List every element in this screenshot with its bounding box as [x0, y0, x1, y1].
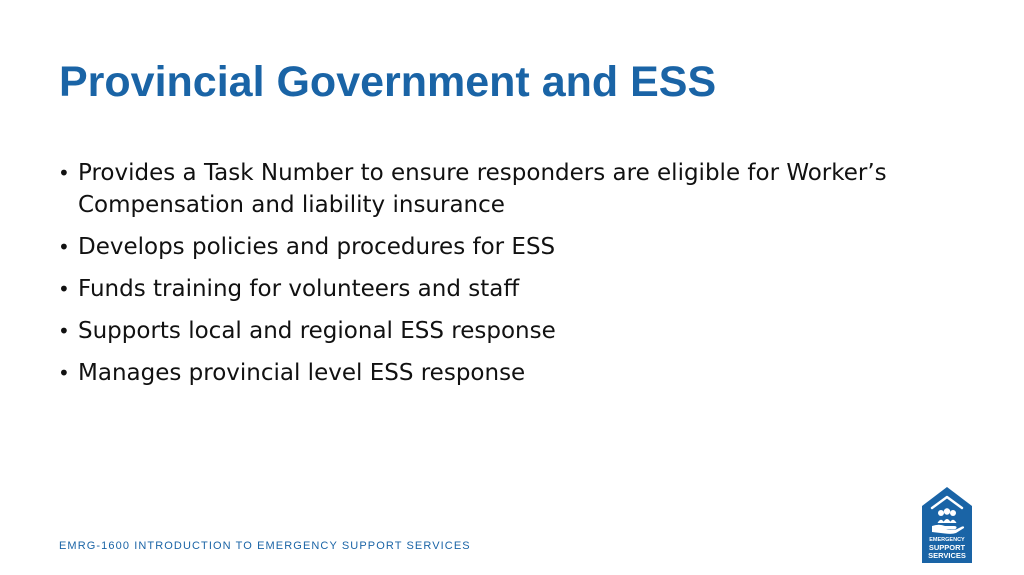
bullet-icon: •	[58, 277, 70, 301]
bullet-item	[58, 357, 958, 389]
bullet-text: Funds training for volunteers and staff	[78, 276, 520, 302]
ess-logo	[921, 486, 973, 564]
logo-line-support: SUPPORT	[928, 543, 966, 552]
logo-wordmark	[921, 536, 973, 560]
bullet-text: Develops policies and procedures for ESS	[78, 234, 556, 260]
bullet-item	[58, 157, 958, 221]
bullet-item	[58, 231, 958, 263]
logo-line-services: SERVICES	[928, 551, 966, 560]
bullet-item	[58, 315, 958, 347]
bullet-text: Manages provincial level ESS response	[78, 360, 526, 386]
bullet-icon: •	[58, 319, 70, 343]
slide-title: Provincial Government and ESS	[59, 58, 717, 106]
logo-line-emergency: EMERGENCY	[929, 537, 965, 543]
bullet-icon: •	[58, 235, 70, 259]
footer-course-label: EMRG-1600 INTRODUCTION TO EMERGENCY SUPPORT SERVICES	[59, 540, 471, 552]
bullet-icon: •	[58, 161, 70, 185]
bullet-icon: •	[58, 361, 70, 385]
bullet-list	[58, 157, 958, 399]
bullet-text: Supports local and regional ESS response	[78, 318, 556, 344]
bullet-text: Provides a Task Number to ensure responders are eligible for Worker’s Compensation and liability insurance	[78, 160, 887, 218]
bullet-item	[58, 273, 958, 305]
